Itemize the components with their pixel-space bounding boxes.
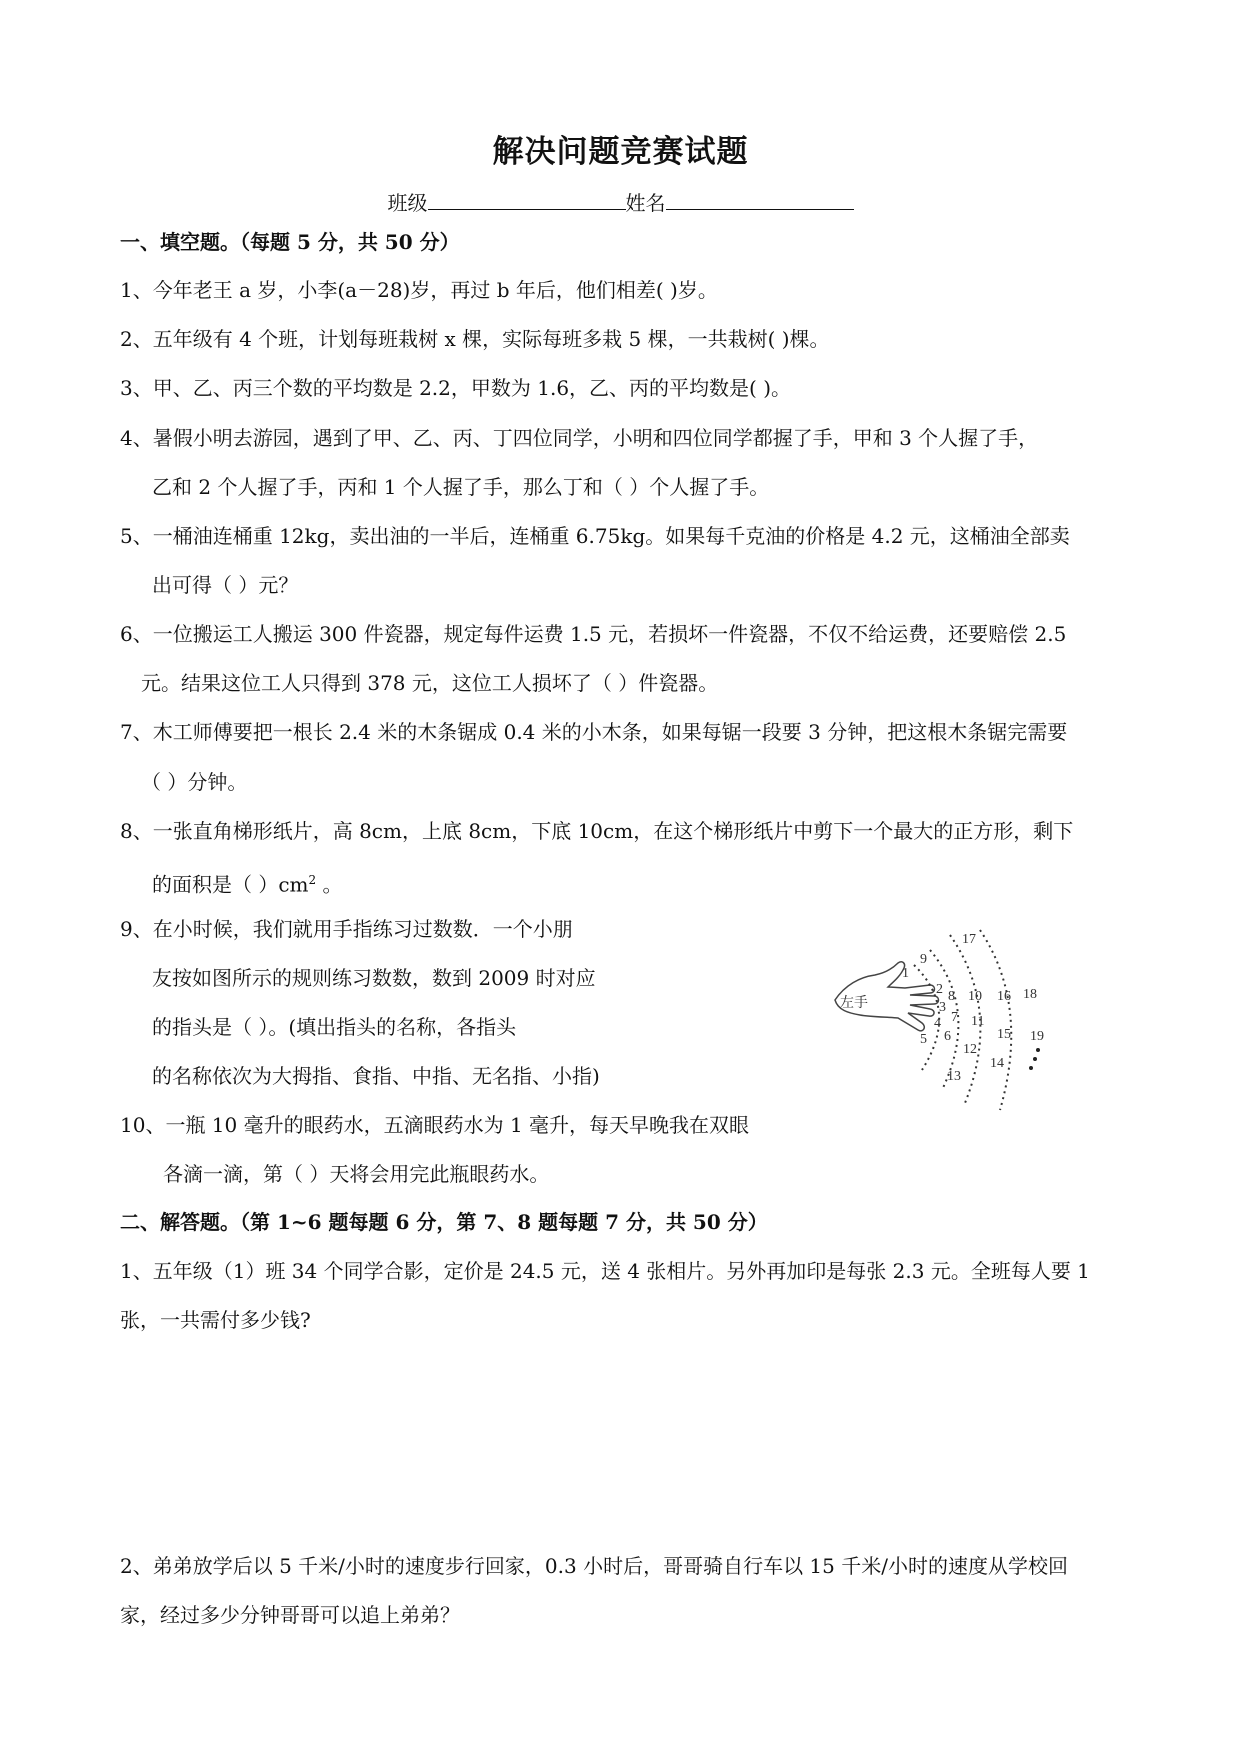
figure-number-8: 8 [948, 989, 955, 1004]
figure-number-1: 1 [902, 966, 909, 981]
figure-number-4: 4 [934, 1016, 941, 1031]
student-info-line [0, 187, 1241, 217]
figure-number-3: 3 [939, 1000, 946, 1015]
question-2: 2、五年级有 4 个班，计划每班栽树 x 棵，实际每班多栽 5 棵，一共栽树( )棵。 [120, 327, 830, 351]
figure-number-18: 18 [1023, 987, 1037, 1002]
question-6-line1: 6、一位搬运工人搬运 300 件瓷器，规定每件运费 1.5 元，若损坏一件瓷器，不仅不给运费，还要赔偿 2.5 [120, 622, 1067, 646]
figure-number-2: 2 [936, 982, 943, 997]
figure-number-15: 15 [997, 1027, 1011, 1042]
class-label: 班级 [387, 191, 428, 215]
unit-superscript: 2 [308, 873, 317, 887]
figure-number-14: 14 [990, 1056, 1004, 1071]
figure-number-19: 19 [1030, 1029, 1044, 1044]
question-8-line1: 8、一张直角梯形纸片，高 8cm，上底 8cm，下底 10cm，在这个梯形纸片中剪下一个最大的正方形，剩下 [120, 819, 1074, 843]
question-3: 3、甲、乙、丙三个数的平均数是 2.2，甲数为 1.6，乙、丙的平均数是( )。 [120, 376, 792, 400]
question-8-line2 [152, 866, 343, 899]
question-9-line3: 的指头是（ ）。(填出指头的名称，各指头 [152, 1015, 517, 1039]
figure-number-16: 16 [997, 989, 1011, 1004]
answer-question-1-line2: 张，一共需付多少钱? [120, 1308, 311, 1332]
figure-number-5: 5 [920, 1032, 927, 1047]
question-6-line2: 元。结果这位工人只得到 378 元，这位工人损坏了（ ）件瓷器。 [141, 671, 719, 695]
figure-number-7: 7 [951, 1010, 958, 1025]
page-title: 解决问题竞赛试题 [492, 134, 749, 170]
question-5-line1: 5、一桶油连桶重 12kg，卖出油的一半后，连桶重 6.75kg。如果每千克油的价格是 4.2 元，这桶油全部卖 [120, 524, 1070, 548]
question-5-line2: 出可得（ ）元？ [152, 573, 299, 597]
question-4-line2: 乙和 2 个人握了手，丙和 1 个人握了手，那么丁和（ ）个人握了手。 [152, 475, 770, 499]
question-9-line1: 9、在小时候，我们就用手指练习过数数．一个小朋 [120, 917, 573, 941]
figure-number-11: 11 [971, 1014, 985, 1029]
continuation-dots [1029, 1048, 1040, 1070]
answer-question-1-line1: 1、五年级（1）班 34 个同学合影，定价是 24.5 元，送 4 张相片。另外再加印是每张 2.3 元。全班每人要 1 [120, 1259, 1090, 1283]
figure-number-13: 13 [947, 1069, 961, 1084]
class-field[interactable] [428, 187, 626, 210]
finger-counting-figure [830, 925, 1055, 1125]
section2-heading: 二、解答题。（第 1~6 题每题 6 分，第 7、8 题每题 7 分，共 50 分） [120, 1210, 768, 1234]
figure-number-17: 17 [962, 932, 976, 947]
question-9-line4: 的名称依次为大拇指、食指、中指、无名指、小指) [152, 1064, 600, 1088]
figure-number-9: 9 [920, 952, 927, 967]
question-10-line2: 各滴一滴，第（ ）天将会用完此瓶眼药水。 [163, 1162, 550, 1186]
question-9-line2: 友按如图所示的规则练习数数，数到 2009 时对应 [152, 966, 596, 990]
question-4-line1: 4、暑假小明去游园，遇到了甲、乙、丙、丁四位同学，小明和四位同学都握了手，甲和 3 个人握了手， [120, 426, 1039, 450]
hand-label: 左手 [840, 996, 868, 1011]
question-1: 1、今年老王 a 岁，小李(a－28)岁，再过 b 年后，他们相差( )岁。 [120, 278, 718, 302]
question-8-text: 的面积是（ ）cm [152, 872, 309, 897]
answer-question-2-line1: 2、弟弟放学后以 5 千米/小时的速度步行回家，0.3 小时后，哥哥骑自行车以 15 千米/小时的速度从学校回 [120, 1554, 1068, 1578]
counting-arcs [914, 930, 1011, 1110]
question-7-line2: （ ）分钟。 [141, 770, 248, 794]
figure-number-10: 10 [968, 989, 982, 1004]
name-label: 姓名 [625, 191, 666, 215]
figure-number-12: 12 [963, 1042, 977, 1057]
figure-number-6: 6 [944, 1029, 951, 1044]
answer-question-2-line2: 家，经过多少分钟哥哥可以追上弟弟？ [120, 1603, 460, 1627]
name-field[interactable] [666, 187, 854, 210]
question-10-line1: 10、一瓶 10 毫升的眼药水，五滴眼药水为 1 毫升，每天早晚我在双眼 [120, 1113, 750, 1137]
question-8-tail: 。 [316, 872, 343, 897]
section1-heading: 一、填空题。（每题 5 分，共 50 分） [120, 230, 460, 254]
question-7-line1: 7、木工师傅要把一根长 2.4 米的木条锯成 0.4 米的小木条，如果每锯一段要 3 分钟，把这根木条锯完需要 [120, 720, 1068, 744]
